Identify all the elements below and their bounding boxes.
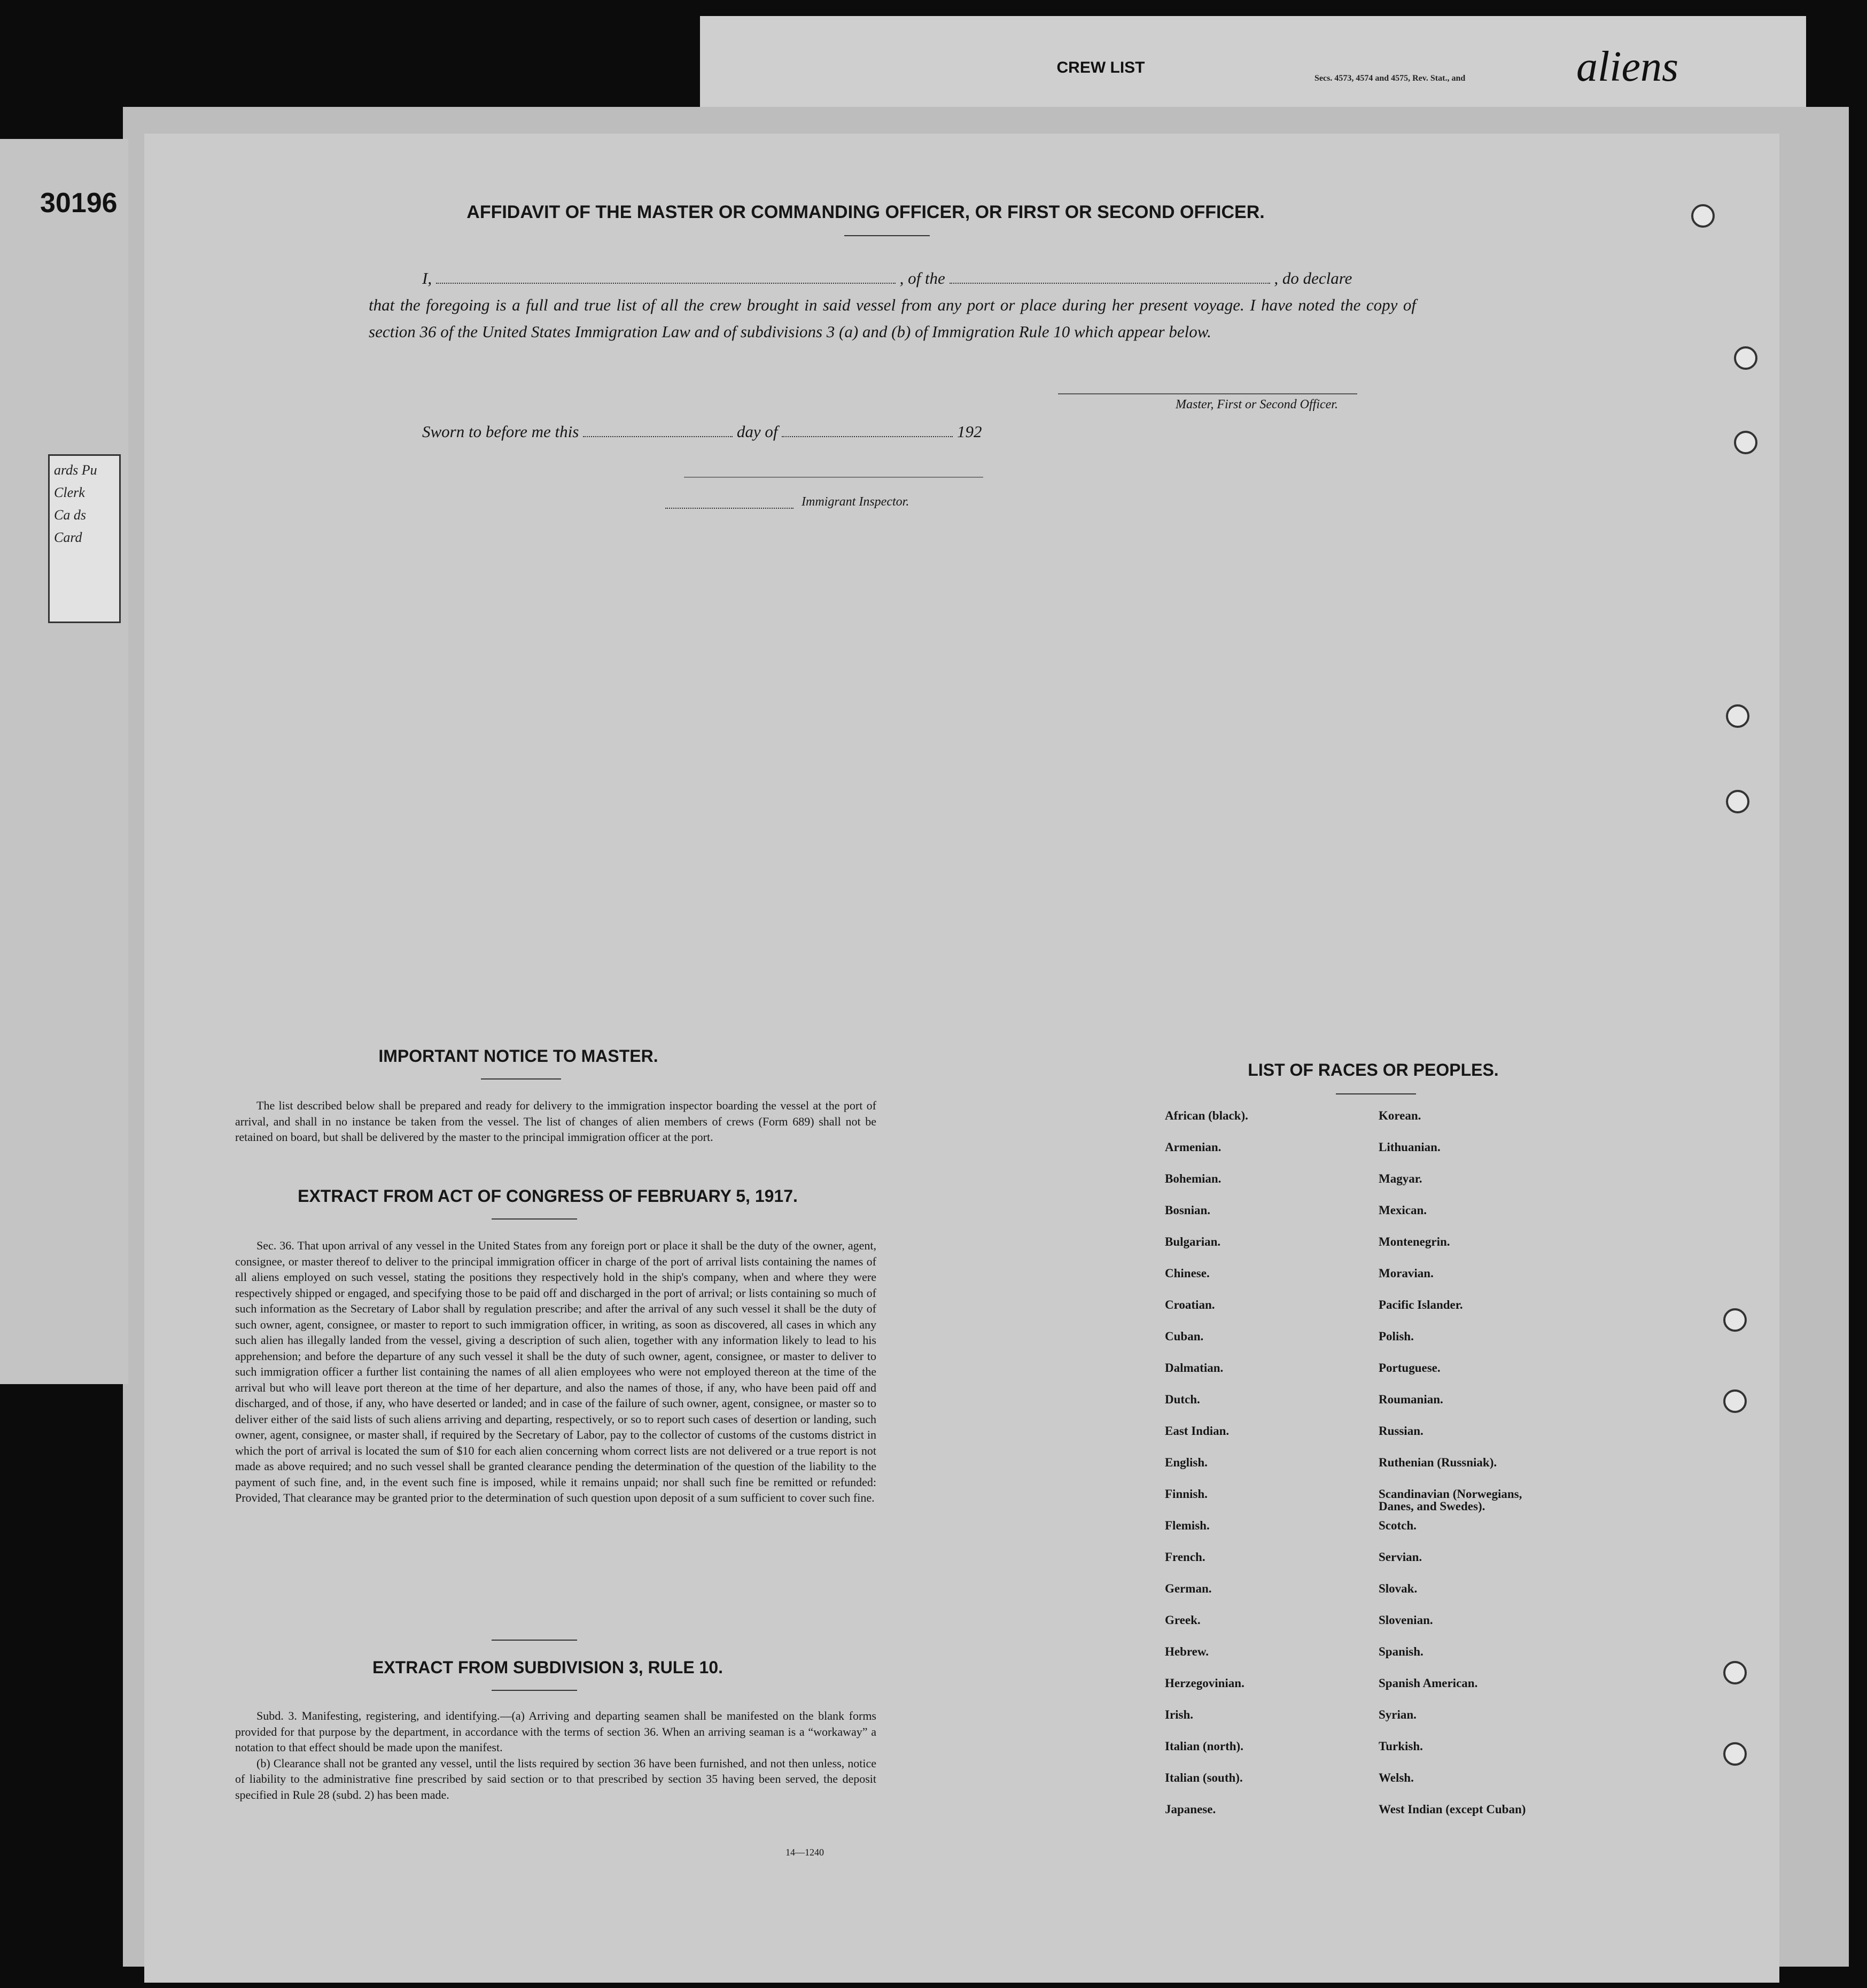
race-item: Armenian. — [1165, 1140, 1222, 1154]
race-item: Scotch. — [1379, 1519, 1417, 1532]
punch-hole — [1734, 346, 1757, 370]
race-item: Moravian. — [1379, 1267, 1434, 1280]
i-label: I, — [422, 269, 432, 288]
day-of-label: day of — [736, 422, 778, 441]
punch-hole — [1723, 1389, 1747, 1413]
race-item: Dalmatian. — [1165, 1361, 1224, 1374]
of-the-label: , of the — [899, 269, 945, 288]
stub-line: Clerk — [54, 485, 85, 500]
race-item: Bulgarian. — [1165, 1235, 1221, 1248]
race-item: Spanish. — [1379, 1645, 1423, 1658]
divider — [1336, 1093, 1416, 1094]
race-item: French. — [1165, 1550, 1205, 1564]
race-item: Roumanian. — [1379, 1393, 1443, 1406]
race-item: Montenegrin. — [1379, 1235, 1450, 1248]
affidavit-body — [369, 265, 1416, 345]
notice-text — [235, 1098, 876, 1145]
race-item: Hebrew. — [1165, 1645, 1209, 1658]
declaration-line — [369, 265, 1416, 292]
race-item: Scandinavian (Norwegians, Danes, and Swedes). — [1379, 1487, 1522, 1513]
crew-list-title: CREW LIST — [1056, 59, 1145, 76]
punch-hole — [1726, 704, 1749, 728]
race-item: English. — [1165, 1456, 1208, 1469]
race-item: Herzegovinian. — [1165, 1676, 1244, 1690]
race-item: Spanish American. — [1379, 1676, 1478, 1690]
affidavit-page — [144, 134, 1779, 1983]
stamped-number: 30196 — [40, 188, 118, 219]
race-item: Chinese. — [1165, 1267, 1210, 1280]
left-sheet-fragment — [0, 139, 128, 1384]
stub-line: Ca ds — [54, 507, 86, 523]
race-item: West Indian (except Cuban) — [1379, 1803, 1526, 1816]
stub-line: ards Pu — [54, 462, 97, 478]
do-declare-label: , do declare — [1274, 269, 1352, 288]
inspector-field[interactable] — [665, 497, 794, 509]
stub-line: Card — [54, 530, 82, 545]
race-item: Dutch. — [1165, 1393, 1200, 1406]
affidavit-text: that the foregoing is a full and true list of all the crew brought in said vessel from any port or place during her present voyage. I have noted the copy of section 36 of the United States Immigration Law and of subdivisions 3 (a) and (b) of Immigration Rule 10 which appear below. — [369, 296, 1416, 341]
race-item: Servian. — [1379, 1550, 1422, 1564]
races-list — [1165, 1109, 1603, 1835]
subdivision-a-paragraph: Subd. 3. Manifesting, registering, and identifying.—(a) Arriving and departing seamen shall be manifested on the blank forms provided for that purpose by the department, in accordance with the terms of section 36. When an arriving seaman is a “workaway” a notation to that effect should be made upon the manifest. — [235, 1709, 876, 1754]
extract-act-text — [235, 1238, 876, 1506]
race-item: Turkish. — [1379, 1740, 1423, 1753]
race-item: Slovak. — [1379, 1582, 1418, 1595]
form-number: 14—1240 — [785, 1847, 824, 1858]
divider — [844, 235, 930, 236]
punch-hole — [1723, 1308, 1747, 1332]
extract-rule-text — [235, 1708, 876, 1803]
name-field[interactable] — [436, 272, 896, 284]
race-item: Lithuanian. — [1379, 1140, 1441, 1154]
inspector-line-top — [684, 477, 983, 478]
affidavit-title: AFFIDAVIT OF THE MASTER OR COMMANDING OFFICER, OR FIRST OR SECOND OFFICER. — [466, 202, 1265, 222]
race-item: Bohemian. — [1165, 1172, 1222, 1185]
punch-hole — [1726, 790, 1749, 813]
race-item: Finnish. — [1165, 1487, 1208, 1501]
race-item: Italian (south). — [1165, 1771, 1243, 1784]
punch-hole — [1723, 1661, 1747, 1684]
punch-hole — [1691, 204, 1715, 228]
race-item: Ruthenian (Russniak). — [1379, 1456, 1497, 1469]
signature-label: Master, First or Second Officer. — [1176, 398, 1338, 411]
divider — [492, 1690, 577, 1691]
year-label: 192 — [956, 422, 982, 441]
notice-title: IMPORTANT NOTICE TO MASTER. — [378, 1046, 658, 1066]
race-item: Syrian. — [1379, 1708, 1417, 1721]
race-item: Italian (north). — [1165, 1740, 1243, 1753]
race-item: East Indian. — [1165, 1424, 1230, 1438]
race-item: Slovenian. — [1379, 1613, 1433, 1627]
race-item: Portuguese. — [1379, 1361, 1441, 1374]
race-item: Polish. — [1379, 1330, 1414, 1343]
punch-hole — [1734, 431, 1757, 454]
divider — [481, 1078, 561, 1080]
clerk-stub — [48, 454, 121, 623]
divider — [492, 1640, 577, 1641]
handwritten-aliens: aliens — [1576, 43, 1679, 90]
races-title: LIST OF RACES OR PEOPLES. — [1248, 1060, 1499, 1080]
race-item: African (black). — [1165, 1109, 1248, 1122]
section-36-paragraph: Sec. 36. That upon arrival of any vessel in the United States from any foreign port or place it shall be the duty of the owner, agent, consignee, or master thereof to deliver to the principal immigration officer in charge of the port of arrival lists containing the names of all aliens employed on such vessel, stating the positions they respectively hold in the ship's company, when and where they were respectively shipped or engaged, and specifying those to be paid off and discharged in the port of arrival; or lists containing so much of such information as the Secretary of Labor shall by regulation prescribe; and after the arrival of any such vessel it shall be the duty of such owner, agent, consignee, or master to report to such immigration officer, in writing, as soon as discovered, all cases in which any such alien has illegally landed from the vessel, giving a description of such alien, together with any information likely to lead to his apprehension; and before the departure of any such vessel it shall be the duty of such owner, agent, consignee, or master to deliver to such immigration officer a further list containing the names of all alien employees who were not employed thereon at the time of the arrival but who will leave port thereon at the time of her departure, and also the names of those, if any, who have been paid off and discharged, and of those, if any, who have deserted or landed; and in case of the failure of such owner, agent, consignee, or master so to deliver either of the said lists of such aliens arriving and departing, respectively, or so to report such cases of desertion or landing, such owner, agent, consignee, or master shall, if required by the Secretary of Labor, pay to the collector of customs of the customs district in which the port of arrival is located the sum of $10 for each alien concerning whom correct lists are not delivered or a true report is not made as above required; and no such vessel shall be granted clearance pending the determination of the question of the liability to the payment of such fine, and, in the event such fine is imposed, while it remains unpaid; nor shall such fine be remitted or refunded: Provided, That clearance may be granted prior to the determination of such question upon deposit of a sum sufficient to cover such fine. — [235, 1239, 876, 1504]
punch-hole — [1723, 1742, 1747, 1766]
sworn-month-field[interactable] — [782, 425, 953, 437]
sworn-line — [422, 422, 982, 441]
notice-paragraph: The list described below shall be prepared and ready for delivery to the immigration inspector boarding the vessel at the port of arrival, and shall in no instance be taken from the vessel. The list of changes of alien members of crews (Form 689) shall not be retained on board, but shall be delivered by the master to the principal immigration officer at the port. — [235, 1099, 876, 1144]
signature-line[interactable] — [1058, 393, 1357, 394]
sworn-label: Sworn to before me this — [422, 422, 579, 441]
inspector-label: Immigrant Inspector. — [802, 495, 909, 509]
race-item: Magyar. — [1379, 1172, 1422, 1185]
race-item: Mexican. — [1379, 1203, 1427, 1217]
extract-act-title: EXTRACT FROM ACT OF CONGRESS OF FEBRUARY 5, 1917. — [298, 1186, 798, 1206]
race-item: Greek. — [1165, 1613, 1201, 1627]
sworn-day-field[interactable] — [583, 425, 733, 437]
crew-list-sections: Secs. 4573, 4574 and 4575, Rev. Stat., and — [1314, 74, 1466, 83]
subdivision-b-paragraph: (b) Clearance shall not be granted any vessel, until the lists required by section 36 have been furnished, and not then unless, notice of liability to the administrative fine prescribed by said section or to that prescribed by section 35 having been served, the deposit specified in Rule 28 (subd. 2) has been made. — [235, 1756, 876, 1801]
race-item: Flemish. — [1165, 1519, 1210, 1532]
race-item: Bosnian. — [1165, 1203, 1211, 1217]
race-item: Irish. — [1165, 1708, 1194, 1721]
vessel-field[interactable] — [950, 272, 1270, 284]
divider — [492, 1218, 577, 1220]
race-item: Cuban. — [1165, 1330, 1204, 1343]
race-item: German. — [1165, 1582, 1212, 1595]
race-item: Japanese. — [1165, 1803, 1216, 1816]
race-item: Croatian. — [1165, 1298, 1215, 1311]
race-item: Korean. — [1379, 1109, 1421, 1122]
race-item: Welsh. — [1379, 1771, 1414, 1784]
extract-rule-title: EXTRACT FROM SUBDIVISION 3, RULE 10. — [372, 1658, 724, 1677]
race-item: Russian. — [1379, 1424, 1423, 1438]
crew-list-back-sheet — [700, 16, 1806, 118]
race-item: Pacific Islander. — [1379, 1298, 1463, 1311]
